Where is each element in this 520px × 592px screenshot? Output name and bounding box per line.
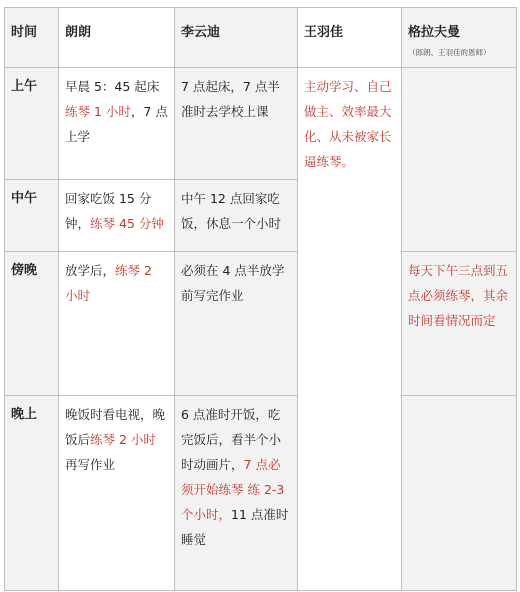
row-morning — [5, 68, 517, 180]
cell-graffman-empty-bottom — [402, 396, 517, 591]
practice-text: 练琴 2 小时 — [90, 432, 156, 447]
header-langlang: 朗朗 — [59, 8, 175, 68]
header-wangyujia: 王羽佳 — [298, 8, 402, 68]
cell-langlang-night — [59, 396, 175, 591]
cell-liyundi-noon — [175, 180, 298, 252]
cell-text: 必须在 4 点半放学前写完作业 — [181, 263, 285, 303]
cell-text: 再写作业 — [65, 457, 116, 472]
row-label-noon: 中午 — [5, 180, 59, 252]
cell-text: 7 点起床，7 点半准时去学校上课 — [181, 79, 280, 119]
schedule-table — [4, 7, 517, 591]
header-liyundi: 李云迪 — [175, 8, 298, 68]
header-graffman-name: 格拉夫曼 — [408, 25, 461, 40]
practice-text: 练琴 1 小时 — [65, 104, 131, 119]
cell-graffman — [402, 252, 517, 396]
practice-text: 练琴 45 分钟 — [90, 216, 164, 231]
cell-text: 6 点准时开饭，吃完饭后，看半个小时动画片， — [181, 407, 282, 472]
cell-wangyujia — [298, 68, 402, 591]
cell-liyundi-morning — [175, 68, 298, 180]
cell-text: 晚饭时看电视，晚饭后 — [65, 407, 166, 447]
cell-text: 早晨 5：45 起床 — [65, 79, 160, 94]
cell-liyundi-night — [175, 396, 298, 591]
row-label-night: 晚上 — [5, 396, 59, 591]
header-graffman — [402, 8, 517, 68]
cell-text: ，7 点上学 — [65, 104, 168, 144]
practice-text: 7 点必须开始练琴 练 2-3 个小时， — [181, 457, 285, 522]
practice-text: 练琴 2 小时 — [65, 263, 152, 303]
cell-langlang-morning — [59, 68, 175, 180]
header-row — [5, 8, 517, 68]
header-graffman-note: （郎朗、王羽佳的恩师） — [408, 48, 491, 57]
cell-langlang-dusk — [59, 252, 175, 396]
cell-text: 回家吃饭 15 分钟， — [65, 191, 152, 231]
header-time: 时间 — [5, 8, 59, 68]
wangyujia-text: 主动学习、自己做主、效率最大化、从未被家长逼练琴。 — [304, 79, 392, 169]
row-night — [5, 396, 517, 591]
cell-text: 中午 12 点回家吃饭，休息一个小时 — [181, 191, 282, 231]
cell-langlang-noon — [59, 180, 175, 252]
cell-text: 放学后， — [65, 263, 116, 278]
row-label-morning: 上午 — [5, 68, 59, 180]
cell-liyundi-dusk — [175, 252, 298, 396]
row-label-dusk: 傍晚 — [5, 252, 59, 396]
cell-text: 11 点准时睡觉 — [181, 507, 289, 547]
graffman-text: 每天下午三点到五点必须练琴，其余时间看情况而定 — [408, 263, 509, 328]
cell-graffman-empty-top — [402, 68, 517, 252]
row-dusk — [5, 252, 517, 396]
